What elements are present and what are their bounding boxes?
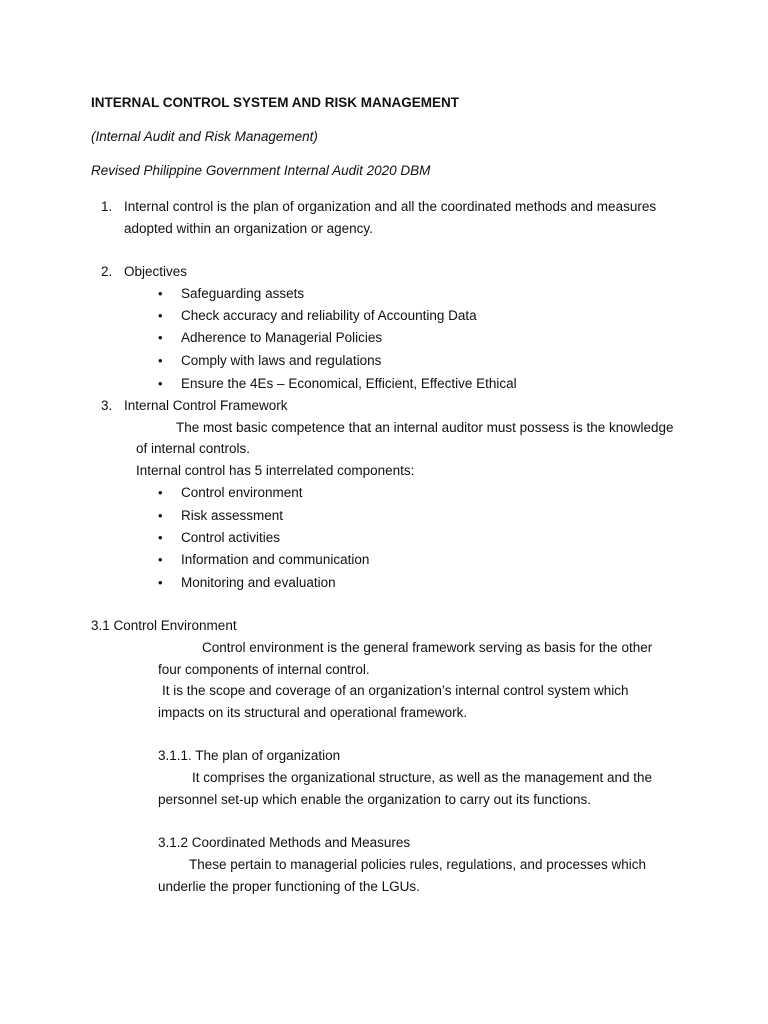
section-3-1-2-line-2: underlie the proper functioning of the LGUs. [158,879,420,894]
document-source: Revised Philippine Government Internal Audit 2020 DBM [91,163,431,178]
section-3-1-para-2-line-1: It is the scope and coverage of an organization’s internal control system which [162,683,629,698]
component-item: Information and communication [181,552,370,567]
objectives-heading: Objectives [124,264,188,279]
bullet-icon: • [158,508,163,523]
bullet-icon: • [158,353,163,368]
component-item: Control activities [181,530,281,545]
components-intro: Internal control has 5 interrelated components: [136,463,415,478]
item-1-text-line-1: Internal control is the plan of organization and all the coordinated methods and measures [124,199,657,214]
component-item: Risk assessment [181,508,284,523]
framework-paragraph-line-1: The most basic competence that an internal auditor must possess is the knowledge [176,420,674,435]
item-1-text-line-2: adopted within an organization or agency. [124,221,373,236]
bullet-icon: • [158,286,163,301]
component-item: Monitoring and evaluation [181,575,336,590]
section-3-1-1-heading: 3.1.1. The plan of organization [158,748,341,763]
objective-item: Check accuracy and reliability of Accounting Data [181,308,477,323]
objective-item: Ensure the 4Es – Economical, Efficient, Effective Ethical [181,376,517,391]
section-3-1-para-1-line-1: Control environment is the general framework serving as basis for the other [202,640,653,655]
bullet-icon: • [158,376,163,391]
item-3-number: 3. [101,398,113,413]
section-3-1-2-heading: 3.1.2 Coordinated Methods and Measures [158,835,411,850]
objective-item: Safeguarding assets [181,286,305,301]
section-3-1-para-1-line-2: four components of internal control. [158,662,370,677]
objective-item: Comply with laws and regulations [181,353,382,368]
framework-heading: Internal Control Framework [124,398,288,413]
component-item: Control environment [181,485,303,500]
bullet-icon: • [158,530,163,545]
bullet-icon: • [158,330,163,345]
section-3-1-1-line-1: It comprises the organizational structure, as well as the management and the [192,770,652,785]
bullet-icon: • [158,575,163,590]
item-2-number: 2. [101,264,113,279]
objective-item: Adherence to Managerial Policies [181,330,383,345]
document-subtitle: (Internal Audit and Risk Management) [91,129,318,144]
document-title: INTERNAL CONTROL SYSTEM AND RISK MANAGEMENT [91,95,460,110]
section-3-1-para-2-line-2: impacts on its structural and operational framework. [158,705,468,720]
item-1-number: 1. [101,199,113,214]
bullet-icon: • [158,308,163,323]
section-3-1-1-line-2: personnel set-up which enable the organization to carry out its functions. [158,792,592,807]
section-3-1-heading: 3.1 Control Environment [91,618,237,633]
section-3-1-2-line-1: These pertain to managerial policies rules, regulations, and processes which [189,857,646,872]
framework-paragraph-line-2: of internal controls. [136,441,251,456]
bullet-icon: • [158,485,163,500]
bullet-icon: • [158,552,163,567]
